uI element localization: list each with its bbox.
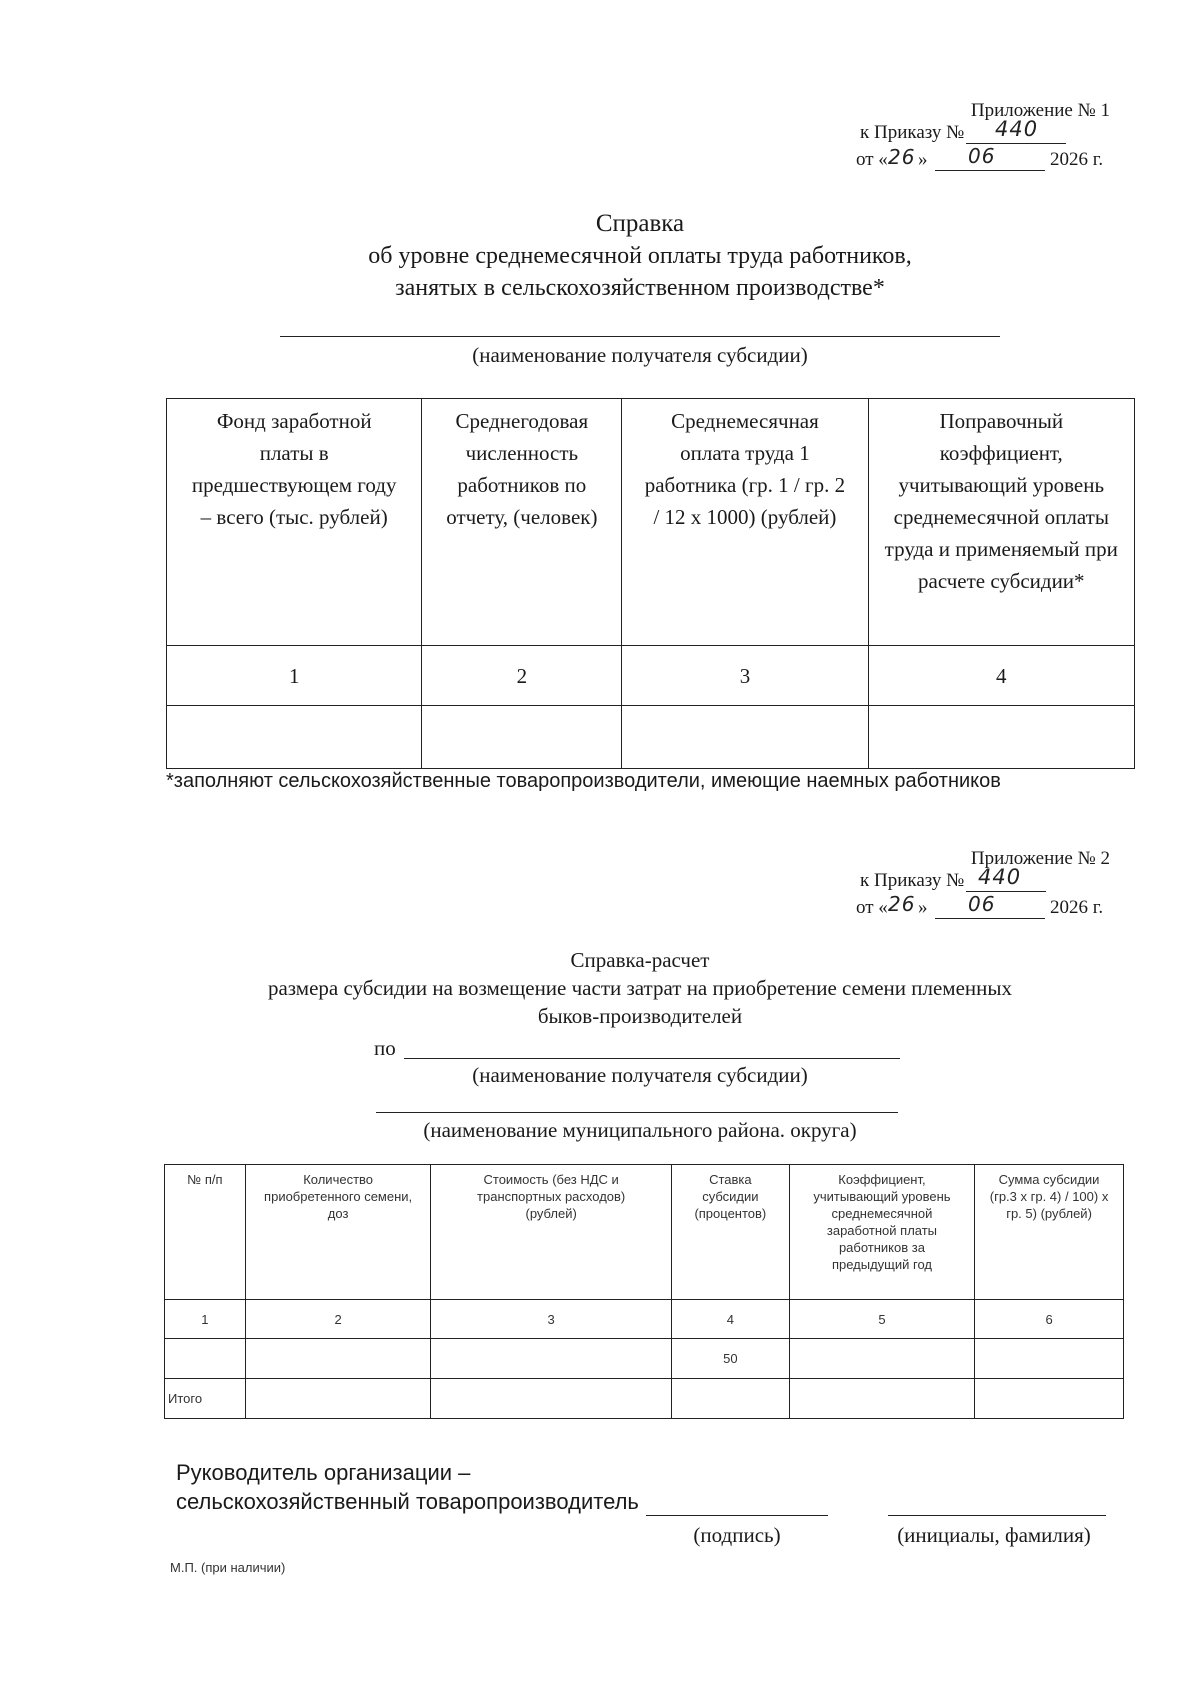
doc2-total-coefficient[interactable]: [789, 1379, 974, 1419]
doc2-subtitle-2: быков-производителей: [537, 1004, 743, 1028]
appendix-1-month: 06: [968, 144, 996, 168]
appendix-2-day: 26: [888, 892, 916, 916]
signature-caption: (подпись): [693, 1523, 781, 1547]
signature-line[interactable]: [646, 1515, 828, 1516]
doc2-cell-index[interactable]: [165, 1339, 246, 1379]
doc1-header-fund: Фонд заработной платы в предшествующем году – всего (тыс. рублей): [167, 399, 422, 646]
doc2-table: [164, 1164, 1124, 1419]
doc2-district-line: [376, 1112, 898, 1113]
doc1-title: Справка: [595, 210, 685, 237]
doc1-table-header-row: [167, 399, 1135, 646]
doc2-subtitle-1: размера субсидии на возмещение части затрат на приобретение семени племенных: [267, 976, 1013, 1000]
doc2-col-number: 3: [431, 1300, 671, 1339]
doc1-col-number: 4: [868, 646, 1134, 706]
appendix-1-year: 2026 г.: [1050, 149, 1104, 170]
doc1-header-avg-wage: Среднемесячная оплата труда 1 работника (гр. 1 / гр. 2 / 12 х 1000) (рублей): [622, 399, 868, 646]
doc1-header-coefficient: Поправочный коэффициент, учитывающий уровень среднемесячной оплаты труда и применяемый при расчете субсидии*: [868, 399, 1134, 646]
doc2-cell-rate[interactable]: 50: [671, 1339, 789, 1379]
appendix-2-month: 06: [968, 892, 996, 916]
doc2-col-number: 1: [165, 1300, 246, 1339]
doc2-recipient-caption: (наименование получателя субсидии): [472, 1063, 808, 1087]
doc1-cell-coefficient[interactable]: [868, 706, 1134, 769]
doc1-table-number-row: [167, 646, 1135, 706]
name-line[interactable]: [888, 1515, 1106, 1516]
doc2-cell-subsidy[interactable]: [975, 1339, 1124, 1379]
appendix-2-month-line: [935, 918, 1045, 919]
doc2-cell-coefficient[interactable]: [789, 1339, 974, 1379]
doc2-header-cost: Стоимость (без НДС и транспортных расходов) (рублей): [431, 1165, 671, 1300]
doc1-cell-headcount[interactable]: [422, 706, 622, 769]
doc2-col-number: 2: [245, 1300, 431, 1339]
appendix-1-label: Приложение № 1: [970, 100, 1110, 121]
appendix-2-order-label: к Приказу №: [860, 870, 965, 891]
appendix-2-year: 2026 г.: [1050, 897, 1104, 918]
doc1-table: [166, 398, 1135, 769]
doc1-subtitle-1: об уровне среднемесячной оплаты труда работников,: [368, 243, 912, 269]
doc2-title: Справка-расчет: [570, 948, 710, 972]
doc2-total-rate[interactable]: [671, 1379, 789, 1419]
signature-title-line-2: сельскохозяйственный товаропроизводитель: [176, 1489, 639, 1514]
name-caption: (инициалы, фамилия): [897, 1523, 1091, 1547]
doc1-cell-avg-wage[interactable]: [622, 706, 868, 769]
doc2-header-coefficient: Коэффициент, учитывающий уровень среднемесячной заработной платы работников за предыдущий год: [789, 1165, 974, 1300]
doc2-cell-cost[interactable]: [431, 1339, 671, 1379]
doc2-total-subsidy[interactable]: [975, 1379, 1124, 1419]
doc2-total-cost[interactable]: [431, 1379, 671, 1419]
doc2-col-number: 5: [789, 1300, 974, 1339]
doc2-header-index: № п/п: [165, 1165, 246, 1300]
appendix-1-day: 26: [888, 145, 916, 169]
doc2-header-rate: Ставка субсидии (процентов): [671, 1165, 789, 1300]
doc2-table-data-row: [165, 1339, 1124, 1379]
doc1-col-number: 2: [422, 646, 622, 706]
appendix-2-date-mid: »: [918, 897, 928, 918]
appendix-2-order-number: 440: [978, 865, 1022, 889]
doc1-header-headcount: Среднегодовая численность работников по отчету, (человек): [422, 399, 622, 646]
doc2-header-doses: Количество приобретенного семени, доз: [245, 1165, 431, 1300]
appendix-1-order-number: 440: [995, 117, 1039, 141]
doc1-col-number: 1: [167, 646, 422, 706]
doc1-subtitle-2: занятых в сельскохозяйственном производстве*: [395, 275, 885, 301]
appendix-1-date-mid: »: [918, 149, 928, 170]
doc1-recipient-line: [280, 336, 1000, 337]
signature-title-line-1: Руководитель организации –: [176, 1460, 471, 1485]
doc2-table-number-row: [165, 1300, 1124, 1339]
appendix-1-date-prefix: от «: [856, 149, 888, 170]
doc2-recipient-line: [404, 1058, 900, 1059]
stamp-label: М.П. (при наличии): [170, 1560, 286, 1575]
doc2-table-header-row: [165, 1165, 1124, 1300]
doc2-total-label: Итого: [165, 1379, 246, 1419]
appendix-1-month-line: [935, 170, 1045, 171]
appendix-2-date-prefix: от «: [856, 897, 888, 918]
doc2-district-caption: (наименование муниципального района. округа): [423, 1118, 857, 1142]
doc1-recipient-caption: (наименование получателя субсидии): [472, 343, 808, 367]
doc2-cell-doses[interactable]: [245, 1339, 431, 1379]
appendix-2-label: Приложение № 2: [970, 848, 1110, 869]
doc1-cell-fund[interactable]: [167, 706, 422, 769]
doc1-footnote: *заполняют сельскохозяйственные товаропроизводители, имеющие наемных работников: [166, 770, 1001, 792]
doc2-header-subsidy: Сумма субсидии (гр.3 х гр. 4) / 100) х гр. 5) (рублей): [975, 1165, 1124, 1300]
doc2-total-doses[interactable]: [245, 1379, 431, 1419]
doc1-col-number: 3: [622, 646, 868, 706]
doc2-col-number: 6: [975, 1300, 1124, 1339]
appendix-1-order-label: к Приказу №: [860, 122, 965, 143]
doc1-table-data-row: [167, 706, 1135, 769]
doc2-table-total-row: [165, 1379, 1124, 1419]
doc2-po-label: по: [374, 1036, 396, 1060]
doc2-col-number: 4: [671, 1300, 789, 1339]
